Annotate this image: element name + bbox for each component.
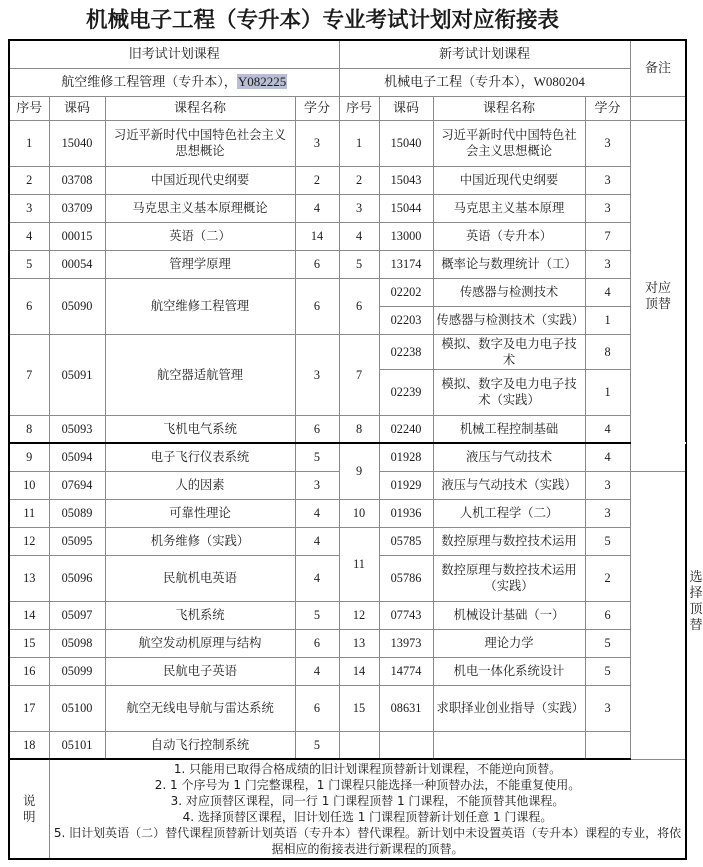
old-code: 05093 <box>49 415 105 443</box>
old-plan-group-header: 旧考试计划课程 <box>9 40 339 68</box>
new-plan-name-cell: 机械电子工程（专升本），W080204 <box>339 68 630 96</box>
col-header-old-code: 课码 <box>49 96 105 120</box>
old-credit: 2 <box>295 166 339 194</box>
new-seq: 3 <box>339 194 379 222</box>
new-name: 数控原理与数控技术运用 <box>433 527 585 555</box>
new-code: 15040 <box>379 120 433 166</box>
new-plan-group-header: 新考试计划课程 <box>339 40 630 68</box>
new-code: 02238 <box>379 334 433 369</box>
new-name: 英语（专升本） <box>433 222 585 250</box>
new-code: 01929 <box>379 471 433 499</box>
col-header-new-name: 课程名称 <box>433 96 585 120</box>
old-seq: 15 <box>9 629 49 657</box>
new-seq: 6 <box>339 278 379 334</box>
new-seq: 11 <box>339 527 379 601</box>
old-credit: 3 <box>295 120 339 166</box>
old-name: 人的因素 <box>105 471 295 499</box>
old-seq: 3 <box>9 194 49 222</box>
old-code: 05089 <box>49 499 105 527</box>
old-name: 习近平新时代中国特色社会主义思想概论 <box>105 120 295 166</box>
notes-label <box>9 759 49 859</box>
table-row <box>9 250 686 278</box>
old-name: 可靠性理论 <box>105 499 295 527</box>
new-credit: 5 <box>585 527 630 555</box>
table-row <box>9 278 686 306</box>
old-seq: 16 <box>9 657 49 685</box>
table-row <box>9 657 686 685</box>
col-header-new-credit: 学分 <box>585 96 630 120</box>
old-seq: 18 <box>9 731 49 759</box>
new-name: 机电一体化系统设计 <box>433 657 585 685</box>
old-seq: 11 <box>9 499 49 527</box>
remark-column-header: 备注 <box>630 40 686 96</box>
new-name: 习近平新时代中国特色社会主义思想概论 <box>433 120 585 166</box>
new-code: 05786 <box>379 555 433 601</box>
notes-body <box>49 759 686 859</box>
old-credit: 5 <box>295 601 339 629</box>
group-header-row <box>9 40 686 68</box>
old-plan-name-cell <box>9 68 339 96</box>
old-name: 民航电子英语 <box>105 657 295 685</box>
new-credit: 7 <box>585 222 630 250</box>
new-name: 传感器与检测技术 <box>433 278 585 306</box>
new-seq: 13 <box>339 629 379 657</box>
note-item: 5. 旧计划英语（二）替代课程顶替新计划英语（专升本）替代课程。新计划中未设置英语（专升本）课程的专业，将依据相应的衔接表进行新课程的顶替。 <box>53 826 682 856</box>
old-seq: 13 <box>9 555 49 601</box>
table-row <box>9 194 686 222</box>
new-credit: 3 <box>585 250 630 278</box>
table-row <box>9 499 686 527</box>
old-name: 航空维修工程管理 <box>105 278 295 334</box>
new-credit-empty <box>585 731 630 759</box>
old-code: 05100 <box>49 685 105 731</box>
old-name: 马克思主义基本原理概论 <box>105 194 295 222</box>
table-row <box>9 629 686 657</box>
table-row <box>9 166 686 194</box>
new-seq: 9 <box>339 443 379 499</box>
old-code: 05099 <box>49 657 105 685</box>
plan-name-row <box>9 68 686 96</box>
note-item: 1. 只能用已取得合格成绩的旧计划课程顶替新计划课程，不能逆向顶替。 <box>173 762 562 776</box>
old-code: 03708 <box>49 166 105 194</box>
old-name: 民航机电英语 <box>105 555 295 601</box>
old-credit: 4 <box>295 499 339 527</box>
old-credit: 6 <box>295 685 339 731</box>
old-code: 03709 <box>49 194 105 222</box>
old-code: 05095 <box>49 527 105 555</box>
column-header-row <box>9 96 686 120</box>
table-row <box>9 222 686 250</box>
new-name: 数控原理与数控技术运用（实践） <box>433 555 585 601</box>
new-credit: 3 <box>585 499 630 527</box>
col-header-new-code: 课码 <box>379 96 433 120</box>
new-name: 机械设计基础（一） <box>433 601 585 629</box>
new-name: 马克思主义基本原理 <box>433 194 585 222</box>
new-credit: 1 <box>585 369 630 415</box>
remark-line-1: 对应 <box>645 279 672 295</box>
old-name: 自动飞行控制系统 <box>105 731 295 759</box>
page-title: 机械电子工程（专升本）专业考试计划对应衔接表 <box>85 8 559 32</box>
new-credit: 3 <box>585 120 630 166</box>
new-code: 14774 <box>379 657 433 685</box>
new-seq: 1 <box>339 120 379 166</box>
new-credit: 5 <box>585 657 630 685</box>
new-name: 模拟、数字及电力电子技术（实践） <box>433 369 585 415</box>
new-credit: 3 <box>585 471 630 499</box>
col-header-new-seq: 序号 <box>339 96 379 120</box>
table-row <box>9 685 686 731</box>
new-credit: 3 <box>585 194 630 222</box>
old-seq: 7 <box>9 334 49 415</box>
remark-line-2: 顶替 <box>645 295 672 311</box>
old-credit: 6 <box>295 629 339 657</box>
new-seq: 5 <box>339 250 379 278</box>
note-item: 3. 对应顶替区课程，同一行 1 门课程顶替 1 门课程，不能顶替其他课程。 <box>170 794 565 808</box>
old-code: 05091 <box>49 334 105 415</box>
new-code: 01928 <box>379 443 433 471</box>
old-name: 机务维修（实践） <box>105 527 295 555</box>
new-credit: 4 <box>585 278 630 306</box>
old-name: 航空发动机原理与结构 <box>105 629 295 657</box>
old-plan-name-text: 航空维修工程管理（专升本）， <box>61 74 237 89</box>
col-header-old-credit: 学分 <box>295 96 339 120</box>
col-header-old-seq: 序号 <box>9 96 49 120</box>
table-row <box>9 601 686 629</box>
new-code: 05785 <box>379 527 433 555</box>
new-name: 传感器与检测技术（实践） <box>433 306 585 334</box>
old-code: 05101 <box>49 731 105 759</box>
new-seq: 15 <box>339 685 379 731</box>
old-name: 飞机系统 <box>105 601 295 629</box>
old-credit: 4 <box>295 657 339 685</box>
new-name: 求职择业创业指导（实践） <box>433 685 585 731</box>
old-seq: 10 <box>9 471 49 499</box>
new-credit: 2 <box>585 555 630 601</box>
old-name: 英语（二） <box>105 222 295 250</box>
new-seq-empty <box>339 731 379 759</box>
old-name: 电子飞行仪表系统 <box>105 443 295 471</box>
old-seq: 6 <box>9 278 49 334</box>
new-code: 02202 <box>379 278 433 306</box>
new-name: 中国近现代史纲要 <box>433 166 585 194</box>
new-credit: 1 <box>585 306 630 334</box>
old-seq: 1 <box>9 120 49 166</box>
note-item: 4. 选择顶替区课程，旧计划任选 1 门课程顶替新计划任意 1 门课程。 <box>182 810 553 824</box>
old-credit: 6 <box>295 250 339 278</box>
old-code: 05097 <box>49 601 105 629</box>
old-code: 05090 <box>49 278 105 334</box>
old-credit: 6 <box>295 415 339 443</box>
new-seq: 8 <box>339 415 379 443</box>
table-row <box>9 527 686 555</box>
new-code: 08631 <box>379 685 433 731</box>
old-code: 00015 <box>49 222 105 250</box>
old-credit: 3 <box>295 334 339 415</box>
notes-row <box>9 759 686 859</box>
new-credit: 5 <box>585 629 630 657</box>
new-name: 人机工程学（二） <box>433 499 585 527</box>
old-credit: 14 <box>295 222 339 250</box>
new-name-empty <box>433 731 585 759</box>
old-seq: 2 <box>9 166 49 194</box>
new-credit: 3 <box>585 685 630 731</box>
new-credit: 3 <box>585 166 630 194</box>
table-row: 9 05094 电子飞行仪表系统 5 9 01928 液压与气动技术 4 选择 顶替 <box>9 443 686 471</box>
new-name: 机械工程控制基础 <box>433 415 585 443</box>
new-name: 液压与气动技术 <box>433 443 585 471</box>
old-seq: 14 <box>9 601 49 629</box>
old-seq: 4 <box>9 222 49 250</box>
new-name: 理论力学 <box>433 629 585 657</box>
notes-label-line-2: 明 <box>22 810 36 824</box>
table-row <box>9 334 686 369</box>
old-seq: 12 <box>9 527 49 555</box>
new-code: 02203 <box>379 306 433 334</box>
old-code: 05098 <box>49 629 105 657</box>
old-name: 航空器适航管理 <box>105 334 295 415</box>
table-row <box>9 731 686 759</box>
new-credit: 6 <box>585 601 630 629</box>
new-seq: 4 <box>339 222 379 250</box>
new-code: 13973 <box>379 629 433 657</box>
course-mapping-table <box>8 39 703 860</box>
old-plan-code-highlight: Y082225 <box>237 74 287 89</box>
col-header-old-name: 课程名称 <box>105 96 295 120</box>
old-code: 00054 <box>49 250 105 278</box>
old-credit: 4 <box>295 555 339 601</box>
old-credit: 3 <box>295 471 339 499</box>
old-seq: 17 <box>9 685 49 731</box>
new-code-empty <box>379 731 433 759</box>
new-seq: 7 <box>339 334 379 415</box>
new-code: 02239 <box>379 369 433 415</box>
old-credit: 5 <box>295 731 339 759</box>
old-credit: 6 <box>295 278 339 334</box>
new-credit: 4 <box>585 415 630 443</box>
notes-label-line-1: 说 <box>22 794 36 808</box>
old-name: 飞机电气系统 <box>105 415 295 443</box>
old-code: 05094 <box>49 443 105 471</box>
new-seq: 2 <box>339 166 379 194</box>
old-credit: 4 <box>295 527 339 555</box>
new-code: 13174 <box>379 250 433 278</box>
new-code: 13000 <box>379 222 433 250</box>
remark-group-corresponding <box>630 120 686 471</box>
new-seq: 10 <box>339 499 379 527</box>
new-credit: 8 <box>585 334 630 369</box>
note-item: 2. 1 个序号为 1 门完整课程，1 门课程只能选择一种顶替办法，不能重复使用。 <box>154 778 581 792</box>
old-seq: 9 <box>9 443 49 471</box>
new-code: 01936 <box>379 499 433 527</box>
old-code: 07694 <box>49 471 105 499</box>
old-name: 航空无线电导航与雷达系统 <box>105 685 295 731</box>
old-seq: 8 <box>9 415 49 443</box>
table-row <box>9 120 686 166</box>
new-credit: 4 <box>585 443 630 471</box>
remark-header-spacer <box>630 96 686 120</box>
old-credit: 5 <box>295 443 339 471</box>
old-name: 中国近现代史纲要 <box>105 166 295 194</box>
new-code: 02240 <box>379 415 433 443</box>
new-seq: 12 <box>339 601 379 629</box>
new-code: 07743 <box>379 601 433 629</box>
old-code: 05096 <box>49 555 105 601</box>
old-code: 15040 <box>49 120 105 166</box>
new-name: 模拟、数字及电力电子技术 <box>433 334 585 369</box>
new-seq: 14 <box>339 657 379 685</box>
new-code: 15044 <box>379 194 433 222</box>
new-name: 概率论与数理统计（工） <box>433 250 585 278</box>
table-row <box>9 415 686 443</box>
new-name: 液压与气动技术（实践） <box>433 471 585 499</box>
old-credit: 4 <box>295 194 339 222</box>
old-name: 管理学原理 <box>105 250 295 278</box>
new-code: 15043 <box>379 166 433 194</box>
old-seq: 5 <box>9 250 49 278</box>
